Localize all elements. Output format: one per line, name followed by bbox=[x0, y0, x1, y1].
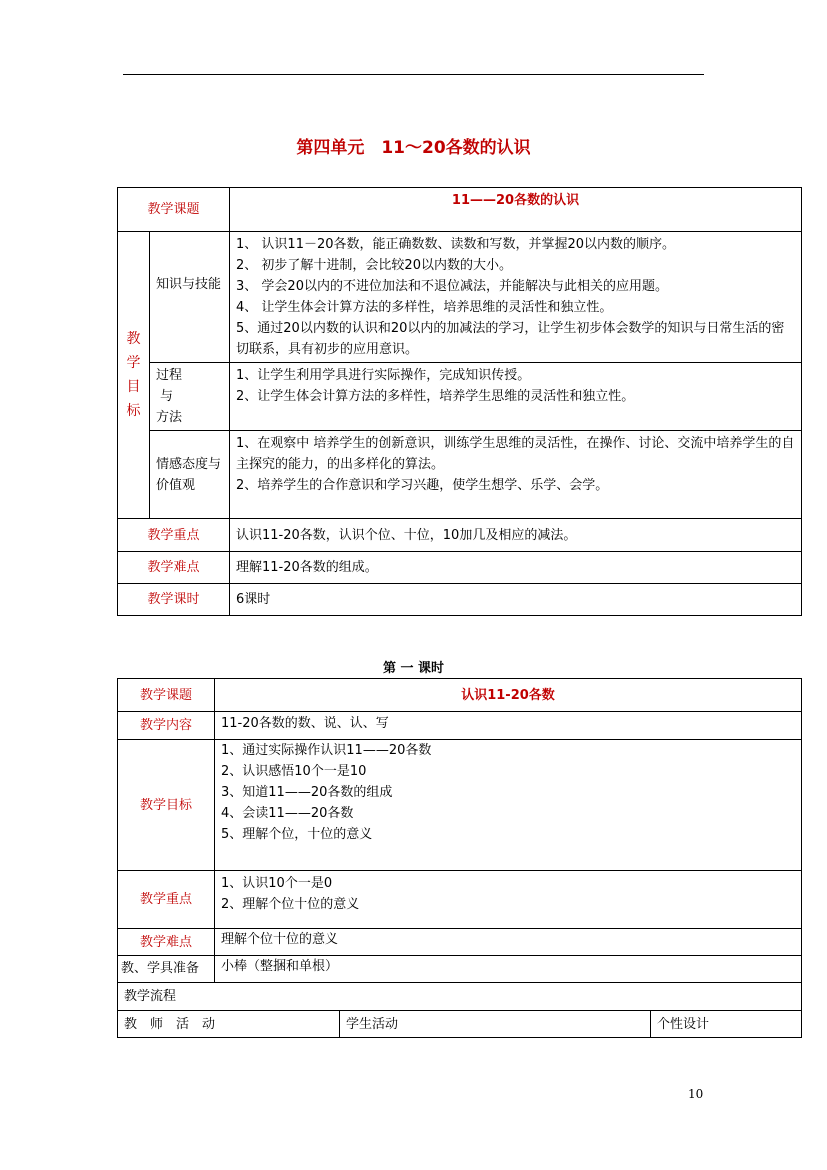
emotion-label: 情感态度与价值观 bbox=[150, 431, 230, 519]
lesson-tools-value: 小棒（整捆和单根） bbox=[215, 956, 802, 983]
hours-value: 6课时 bbox=[230, 584, 802, 616]
lesson-plan-table bbox=[117, 678, 802, 1038]
lesson-goals-label: 教学目标 bbox=[118, 740, 215, 871]
emotion-items bbox=[230, 431, 802, 519]
lesson-goal-item: 2、认识感悟10个一是10 bbox=[221, 764, 367, 779]
knowledge-item: 3、 学会20以内的不进位加法和不退位减法，并能解决与此相关的应用题。 bbox=[236, 279, 668, 294]
lesson-content-value: 11-20各数的数、说、认、写 bbox=[215, 712, 802, 740]
key-value: 认识11-20各数，认识个位、十位，10加几及相应的减法。 bbox=[230, 519, 802, 552]
knowledge-items bbox=[230, 232, 802, 363]
process-item: 1、让学生利用学具进行实际操作，完成知识传授。 bbox=[236, 368, 531, 383]
emotion-item: 2、培养学生的合作意识和学习兴趣，使学生想学、乐学、会学。 bbox=[236, 478, 609, 493]
session-title: 第 一 课时 bbox=[382, 661, 445, 676]
lesson-goal-item: 3、知道11——20各数的组成 bbox=[221, 785, 393, 800]
topic-value: 11——20各数的认识 bbox=[230, 188, 802, 232]
unit-plan-table bbox=[117, 187, 802, 616]
difficult-label: 教学难点 bbox=[118, 552, 230, 584]
lesson-difficult-value: 理解个位十位的意义 bbox=[215, 929, 802, 956]
lesson-difficult-label: 教学难点 bbox=[118, 929, 215, 956]
knowledge-label: 知识与技能 bbox=[150, 232, 230, 363]
lesson-key-label: 教学重点 bbox=[118, 871, 215, 929]
knowledge-item: 4、 让学生体会计算方法的多样性，培养思维的灵活性和独立性。 bbox=[236, 300, 613, 315]
topic-label: 教学课题 bbox=[118, 188, 230, 232]
lesson-key-item: 1、认识10个一是0 bbox=[221, 876, 333, 891]
emotion-item: 1、在观察中 培养学生的创新意识，训练学生思维的灵活性，在操作、讨论、交流中培养学生的自主探究的能力，的出多样化的算法。 bbox=[236, 436, 795, 472]
lesson-topic-value: 认识11-20各数 bbox=[215, 679, 802, 712]
lesson-key-item: 2、理解个位十位的意义 bbox=[221, 897, 360, 912]
unit-title: 第四单元 11～20各数的认识 bbox=[296, 138, 531, 158]
col-student: 学生活动 bbox=[340, 1011, 651, 1038]
process-item: 2、让学生体会计算方法的多样性，培养学生思维的灵活性和独立性。 bbox=[236, 389, 635, 404]
knowledge-item: 1、 认识11－20各数，能正确数数、读数和写数，并掌握20以内数的顺序。 bbox=[236, 237, 676, 252]
lesson-flow-label: 教学流程 bbox=[118, 983, 802, 1011]
page-number: 10 bbox=[688, 1087, 704, 1101]
process-label: 过程 与 方法 bbox=[150, 363, 230, 431]
lesson-goal-item: 1、通过实际操作认识11——20各数 bbox=[221, 743, 432, 758]
col-design: 个性设计 bbox=[651, 1011, 802, 1038]
lesson-content-label: 教学内容 bbox=[118, 712, 215, 740]
header-rule bbox=[123, 74, 704, 75]
lesson-tools-label: 教、学具准备 bbox=[118, 956, 215, 983]
knowledge-item: 5、通过20以内数的认识和20以内的加减法的学习，让学生初步体会数学的知识与日常生活的密切联系，具有初步的应用意识。 bbox=[236, 321, 785, 357]
goals-label: 教 学 目 标 bbox=[118, 232, 150, 519]
process-items bbox=[230, 363, 802, 431]
key-label: 教学重点 bbox=[118, 519, 230, 552]
lesson-topic-label: 教学课题 bbox=[118, 679, 215, 712]
col-teacher: 教 师 活 动 bbox=[118, 1011, 340, 1038]
lesson-goal-item: 5、理解个位，十位的意义 bbox=[221, 827, 373, 842]
difficult-value: 理解11-20各数的组成。 bbox=[230, 552, 802, 584]
lesson-key-items bbox=[215, 871, 802, 929]
lesson-goal-item: 4、会读11——20各数 bbox=[221, 806, 354, 821]
lesson-goals-items bbox=[215, 740, 802, 871]
knowledge-item: 2、 初步了解十进制，会比较20以内数的大小。 bbox=[236, 258, 512, 273]
hours-label: 教学课时 bbox=[118, 584, 230, 616]
